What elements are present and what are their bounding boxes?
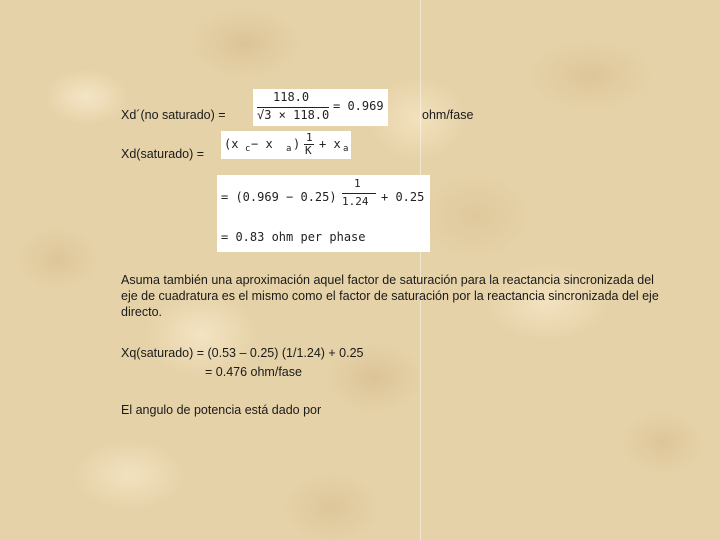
xd-sat-calc-right: + 0.25 [381, 190, 425, 204]
xd-sat-calc-left: = (0.969 − 0.25) [221, 190, 337, 204]
xd-sat-eq-minus-x: − x [251, 137, 273, 151]
xd-sat-calc-image [217, 175, 430, 252]
xq-sat-result: = 0.476 ohm/fase [205, 365, 302, 379]
xd-sat-eq-plus-x: + x [319, 137, 341, 151]
xd-sat-eq-close: ) [293, 137, 301, 151]
assumption-paragraph: Asuma también una aproximación aquel factor de saturación para la reactancia sincronizada del eje de cuadratura es el mismo como el factor de saturación por la reactancia sincronizada del eje directo. [121, 273, 659, 319]
xd-sat-eq-frac-den: K [305, 144, 312, 157]
slide-divider-line [420, 0, 421, 540]
xd-sat-eq-frac-num: 1 [306, 131, 313, 144]
xd-sat-label: Xd(saturado) = [121, 147, 205, 161]
xd-sat-calc-result: = 0.83 ohm per phase [221, 230, 366, 244]
xd-unsat-label: Xd´(no saturado) = [121, 108, 226, 122]
xd-sat-eq-sub-a: a [286, 144, 292, 154]
xq-sat-line: Xq(saturado) = (0.53 – 0.25) (1/1.24) + 0.25 [121, 346, 364, 360]
xd-unsat-denominator: √3 × 118.0 [257, 108, 330, 122]
xd-unsat-equation-image [253, 89, 388, 126]
xd-unsat-unit: ohm/fase [422, 108, 474, 122]
xd-sat-eq-sub-a2: a [343, 144, 349, 154]
xd-unsat-result: = 0.969 [333, 99, 384, 113]
xd-sat-calc-frac-den: 1.24 [342, 195, 369, 208]
xd-sat-equation-image [221, 131, 351, 159]
power-angle-line: El angulo de potencia está dado por [121, 403, 322, 417]
xd-unsat-numerator: 118.0 [273, 90, 310, 104]
xd-sat-calc-frac-num: 1 [354, 177, 361, 190]
xd-sat-calc-frac-bar [342, 193, 376, 194]
xd-sat-eq-open: (x [224, 137, 239, 151]
xd-sat-eq-sub-c: c [245, 144, 251, 154]
